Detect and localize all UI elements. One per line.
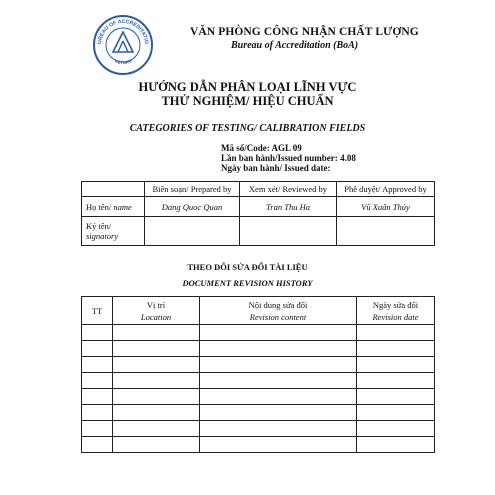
logo-text-top: UREAU OF ACCREDITATIO: [96, 18, 150, 45]
svg-text:VIETNAM: [114, 58, 133, 65]
table-row[interactable]: [82, 437, 435, 453]
table-row[interactable]: [82, 357, 435, 373]
meta-code-value: AGL 09: [271, 143, 302, 153]
approved-by-name: Vũ Xuân Thủy: [337, 197, 435, 217]
table-row[interactable]: [82, 389, 435, 405]
document-title-line-2: THỬ NGHIỆM/ HIỆU CHUẨN: [161, 94, 334, 108]
approval-signature-label: Ký tên/ signatory: [82, 217, 145, 246]
meta-date-label: Ngày ban hành/ Issued date:: [221, 163, 331, 173]
approved-by-signature[interactable]: [337, 217, 435, 246]
approval-table: [81, 181, 435, 246]
reviewed-by-signature[interactable]: [240, 217, 337, 246]
document-subtitle-en: CATEGORIES OF TESTING/ CALIBRATION FIELDS: [129, 123, 366, 134]
approval-header-prepared: Biên soạn/ Prepared by: [145, 182, 240, 197]
revision-col-content: Nội dung sửa đổi Revision content: [200, 297, 357, 325]
table-row[interactable]: [82, 373, 435, 389]
revision-col-location: Vị trí Location: [113, 297, 200, 325]
organization-name-vn: VĂN PHÒNG CÔNG NHẬN CHẤT LƯỢNG: [190, 26, 419, 38]
table-row[interactable]: [82, 325, 435, 341]
organization-name-en: Bureau of Accreditation (BoA): [231, 40, 359, 51]
revision-heading-en: DOCUMENT REVISION HISTORY: [182, 278, 313, 288]
meta-date: [221, 163, 331, 173]
meta-code: [221, 143, 302, 153]
table-row[interactable]: [82, 341, 435, 357]
meta-code-label: Mã số/Code:: [221, 143, 270, 153]
revision-heading-vn: THEO DÕI SỬA ĐỔI TÀI LIỆU: [187, 262, 308, 272]
table-row[interactable]: [82, 405, 435, 421]
triangle-emblem-icon: [113, 32, 133, 52]
meta-issue: [221, 153, 356, 163]
document-title-line-1: HƯỚNG DẪN PHÂN LOẠI LĨNH VỰC: [138, 80, 357, 94]
approval-name-label: Họ tên/ name: [82, 197, 145, 217]
meta-issue-label: Lần ban hành/Issued number:: [221, 153, 338, 163]
table-row[interactable]: [82, 421, 435, 437]
approval-header-approved: Phê duyệt/ Approved by: [337, 182, 435, 197]
logo-text-bottom: VIETNAM: [113, 58, 133, 66]
svg-text:BUREAU OF ACCREDITATION: [92, 14, 149, 44]
revision-history-table: [81, 296, 435, 453]
prepared-by-name: Dang Quoc Quan: [145, 197, 240, 217]
prepared-by-signature[interactable]: [145, 217, 240, 246]
approval-corner-cell: [82, 182, 145, 197]
boa-logo: [92, 14, 154, 76]
approval-header-reviewed: Xem xét/ Reviewed by: [240, 182, 337, 197]
revision-col-no: TT: [82, 297, 113, 325]
meta-issue-value: 4.08: [340, 153, 356, 163]
reviewed-by-name: Tran Thu Ha: [240, 197, 337, 217]
revision-col-date: Ngày sửa đổi Revision date: [357, 297, 435, 325]
